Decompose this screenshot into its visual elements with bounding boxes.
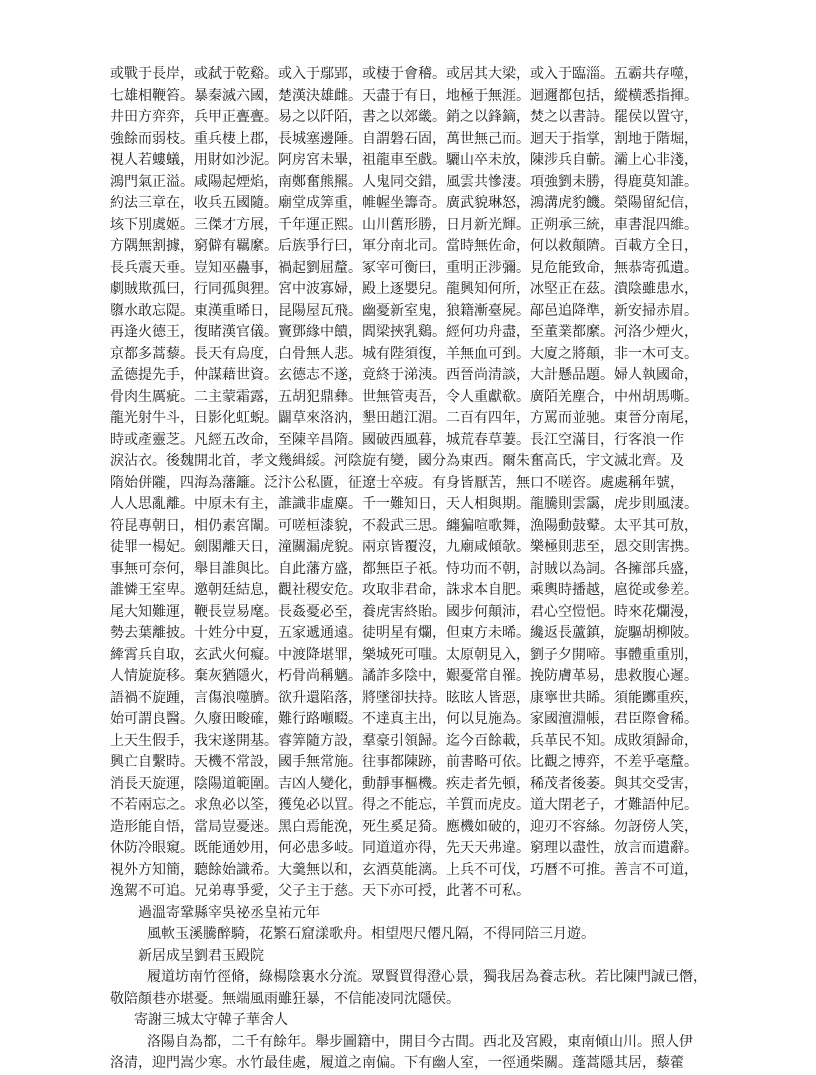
- text-line: 履道坊南竹徑脩，綠楊陰裏水分流。眾賢買得澄心景，獨我居為養志秋。若比陳門誠已僭，: [147, 969, 707, 985]
- text-line: 淚沾衣。後魏開北首，孝文幾緝綏。河陰旋有變，國分為東西。爾朱奮高氏，宇文滅北齊。及: [110, 453, 684, 469]
- text-line: 敬陪顏巷亦堪憂。無端風雨雖狂暴，不信能凌同沈隱侯。: [110, 990, 460, 1007]
- text-line: 尾大知難運，鞭長豈易麾。長姦憂必至，養虎害終貽。國步何顛沛，君心空愷悒。時來花爛漫，: [110, 603, 698, 620]
- text-line: 語禍不旋踵，言傷浪噬臍。欲升還陷落，將墜卻扶持。眩眩人皆惡，康寧世共睎。須能躑重疾，: [110, 689, 698, 706]
- text-line: 逸駕不可追。兄弟專爭愛，父子主于慈。天下亦可授，此著不可私。: [110, 883, 530, 899]
- text-line: 長兵震天垂。豈知巫蠱事，禍起劉屈釐。冢宰可衡曰，重明正涉彌。見危能致命，無恭寄孤遺。: [110, 259, 698, 276]
- poem-title: 過溫寄鞏縣宰吳祕丞皇祐元年: [138, 904, 320, 921]
- text-line: 徒罪一楊妃。劍閣離天日，潼關漏虎貌。兩京皆覆沒，九廟咸傾欹。樂極則悲至，恩交則害携。: [110, 539, 698, 555]
- text-line: 龍光射牛斗，日影化虹蜺。闢草來洛汭，墾田趙江湄。二百有四年，方罵而並驰。東晉分南尾，: [110, 410, 698, 426]
- text-line: 勢去葉離披。十姓分中夏，五家遞通遠。徒明星有爛，但東方未晞。纔返長蘆鎮，旋驅胡柳陂。: [110, 625, 698, 641]
- text-line: 井田方弈弈，兵甲正亹亹。易之以阡陌，書之以郊畿。銷之以鋒鏑，焚之以書詩。罷侯以置守，: [110, 109, 698, 125]
- text-line: 骨肉生厲疵。二主蒙霜露，五胡犯鼎彝。世無管夷吾，令人重獻欷。廣陌羌塵合，中州胡馬嘶。: [110, 388, 698, 405]
- text-line: 劇賊欺孤曰，行同孤與狸。宮中波寡婦，殿上逐嬰兒。龍興知何所，冰堅正在茲。潰陰雖患水，: [110, 281, 698, 297]
- text-line: 再逢火德王，復睹漢官儀。竇鄧緣中饋，閻梁挾乳鷄。經何功舟盡，至董業都縻。河洛少煙火，: [110, 324, 698, 340]
- text-line: 京都多蒿藜。長天有烏度，白骨無人悲。城有陛須復，羊無血可到。大廈之將顛，非一木可支。: [110, 345, 698, 362]
- text-line: 人情旋旋移。棄灰猶隱火，朽骨尚稱魑。譎詐多陰中，艱憂常自罹。挽防膚革易，患救腹心遲。: [110, 668, 698, 684]
- text-line: 強餘而弱枝。重兵棲上郡，長城塞邊陲。自謂磐石固，萬世無己而。迴天于指掌，割地于階堀，: [110, 130, 698, 147]
- poem-title: 新居成呈劉君玉殿院: [138, 947, 264, 964]
- text-line: 縴霄兵自取，玄武火何癡。中渡降堪罪，樂城死可嗤。太原朝見入，劉子夕開啼。事體重重別，: [110, 646, 698, 663]
- text-line: 始可謂良醫。久廢田畯確，難行路噸畷。不達真主出，何以見施為。家國澶淵帳，君臣際會稀。: [110, 711, 698, 727]
- text-line: 誰憐王室卑。邀朝廷結息，觀社稷安危。攻取非君命，誅求本自肥。乘輿時播越，扈從或參差。: [110, 582, 698, 598]
- poem-title: 寄謝三城太守韓子華舍人: [134, 1012, 288, 1028]
- text-line: 視外方知簡，聽餘始識希。大羹無以和，玄酒莫能漓。上兵不可伐，巧曆不可推。善言不可道，: [110, 861, 698, 878]
- text-line: 興亡自繫時。天機不常設，國手無常施。往事都陳跡，前書略可依。比觀之博弈，不差乎毫釐。: [110, 754, 698, 770]
- text-line: 孟德提先手，仲謀藉世資。玄德志不遂，竟終于涕洟。西晉尚清談，大計懸品題。婦人執國命，: [110, 367, 698, 383]
- text-line: 風軟玉溪騰醉騎，花繁石窟漾歌舟。相望咫尺僊凡隔，不得同陪三月遊。: [147, 926, 595, 942]
- text-line: 消長天旋運，陰陽道範圍。吉凶人變化，動靜事樞機。疾走者先頓，稀茂者後萎。與其交受害，: [110, 775, 698, 792]
- text-line: 人人思亂離。中原未有主，誰識非虛麋。千一難知日，天人相與期。龍騰則雲靄，虎步則風淒。: [110, 496, 698, 512]
- text-line: 方隅無割據，窮僻有羈縻。后族爭行曰，軍分南北司。當時無佐命，何以救顛隮。百載方全日，: [110, 238, 698, 254]
- text-line: 約法三章在，收兵五國隨。廟堂成筭重，帷幄坐籌奇。廣武貌琳怒，鴻溝虎豹饑。榮陽留紀信，: [110, 195, 698, 211]
- text-line: 造形能自悟，當局豈憂迷。黑白焉能浼，死生奚足猗。應機如破的，迎刃不容絲。勿訝傍人笑，: [110, 818, 698, 835]
- text-line: 視人若螻蟻，用財如沙泥。阿房宮未畢，祖龍車至戲。驪山卒未放，陳涉兵自蘄。灞上心非淺，: [110, 152, 698, 168]
- text-line: 七雄相鞭笞。暴秦滅六國，楚漢決雄雌。天盡于有日，地極于無涯。迴邇都包括，縱横悉指揮。: [110, 87, 698, 104]
- text-line: 鴻門氣正溢。咸陽起煙焰，南鄭奮熊羆。人鬼同交錯，風雲共慘淒。項強劉未勝，得鹿莫知誰。: [110, 173, 698, 190]
- text-line: 時或產靈芝。凡經五改命，至陳辛昌隋。國破西風暮，城荒春草萋。長江空滿目，行客浪一作: [110, 431, 684, 448]
- text-line: 隋始併隴，四海為藩籬。泛汴公私匱，征遼士卒疲。有身皆厭苦，無口不嗟咨。處處稱年號，: [110, 474, 684, 491]
- text-line: 休防冷眼窺。既能通妙用，何必患多岐。同道道亦得，先天天弗違。窮理以盡性，放言而遺辭。: [110, 840, 698, 856]
- text-line: 洛清，迎門嵩少寒。水竹最佳處，履道之南偏。下有幽人室，一徑通柴關。蓬蒿隱其居，藜藿: [110, 1055, 684, 1071]
- text-line: 垓下別虞姬。三傑才方展，千年運正熙。山川舊形勝，日月新光輝。正朔承三統，車書混四維。: [110, 216, 698, 233]
- poem-text-block: [110, 64, 710, 1075]
- text-line: 上天生假手，我宋遂開基。睿筭隨方設，羣豪引領歸。迄今百餘載，兵革民不知。成敗須歸命，: [110, 732, 698, 749]
- text-line: 洛陽自為都，二千有餘年。舉步圖籍中，開目今古間。西北及宮殿，東南傾山川。照人伊: [147, 1033, 693, 1050]
- text-line: 符昆專朝日，相仍素宮闈。可嗟桓漆貌，不殺武三思。纏猵喧歌舞，漁陽動鼓鼙。太平其可敖，: [110, 517, 698, 534]
- text-line: 不若兩忘之。求魚必以筌，獲兔必以罝。得之不能忘，羊質而虎皮。道大閉老子，才難語仲尼。: [110, 797, 698, 813]
- text-line: 或戰于長岸，或弑于乾谿。或入于鄢郢，或棲于會稽。或居其大梁，或入于臨淄。五霸共存噬，: [110, 66, 698, 82]
- text-line: 隳水敢忘隄。東漢重晞日，昆陽屋瓦飛。幽憂新室鬼，狼籍漸臺屍。鄗邑追降準，新安掃赤眉。: [110, 302, 698, 319]
- text-line: 事無可奈何，舉目誰與比。自此藩方盛，都無臣子祇。恃功而不朝，討賊以為詞。各擁部兵盛，: [110, 560, 698, 577]
